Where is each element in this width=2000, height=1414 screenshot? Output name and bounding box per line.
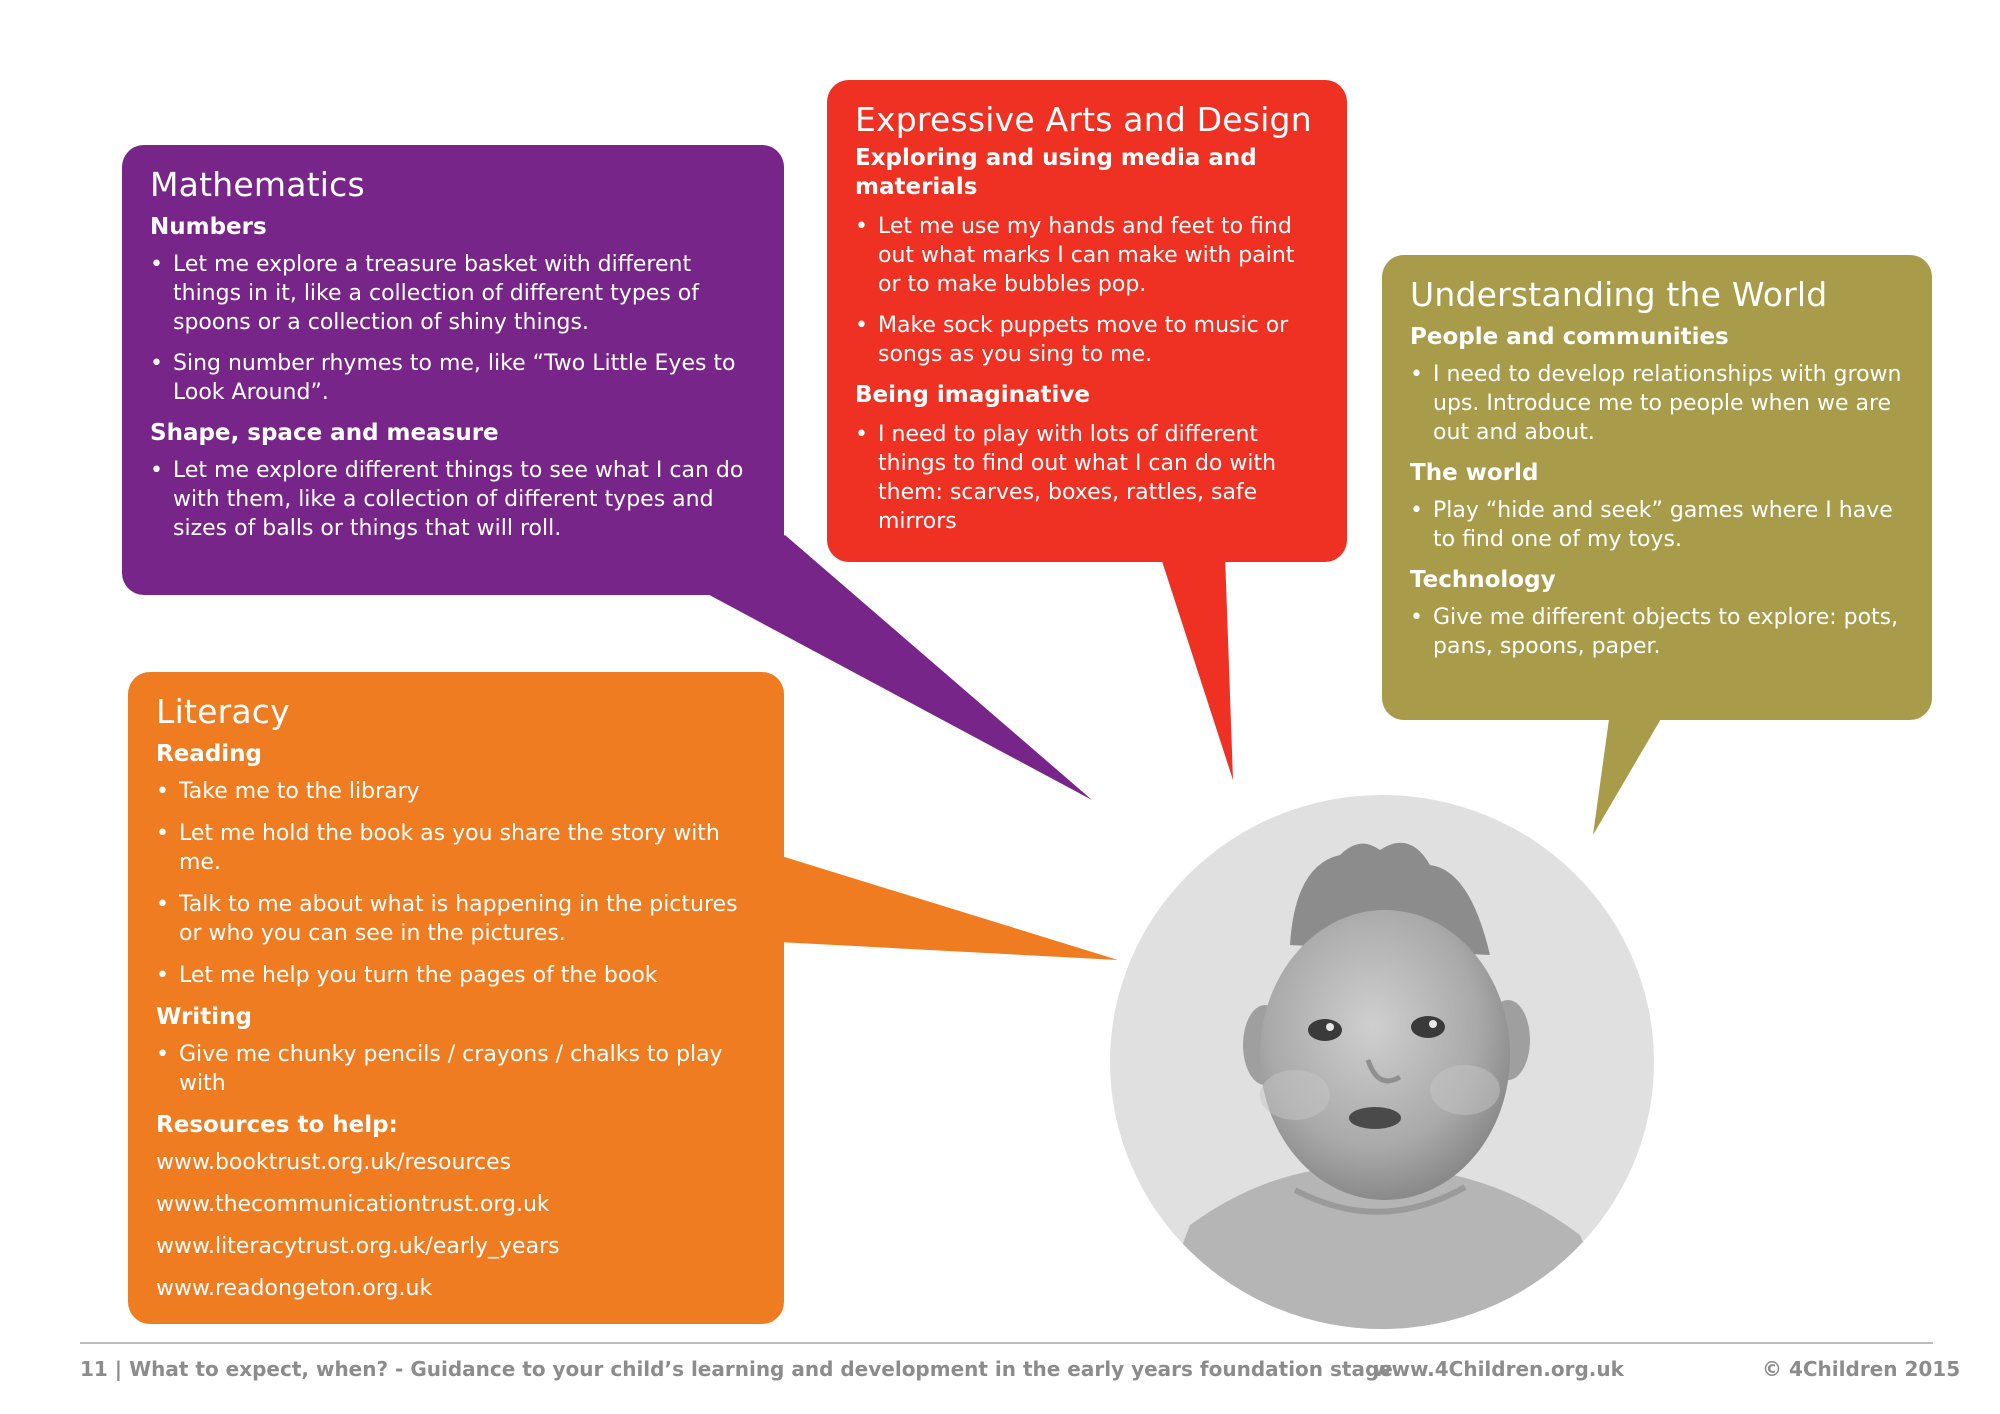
understanding-world-bubble — [1382, 255, 1932, 720]
literacy-tail — [778, 855, 1118, 960]
list-item: • Make sock puppets move to music or songs as you sing to me. — [855, 311, 1321, 369]
list-item: • Talk to me about what is happening in the pictures or who you can see in the pictures. — [156, 890, 758, 948]
literacy-title: Literacy — [156, 692, 290, 731]
footer-copyright: © 4Children 2015 — [1762, 1357, 1961, 1381]
list-item: • Give me different objects to explore: pots, pans, spoons, paper. — [1410, 603, 1906, 661]
understanding-world-title: Understanding the World — [1410, 275, 1828, 314]
list-item: • Let me hold the book as you share the story with me. — [156, 819, 758, 877]
numbers-heading: Numbers — [150, 214, 267, 240]
list-item: • Play “hide and seek” games where I have to find one of my toys. — [1410, 496, 1906, 554]
the-world-list — [1410, 496, 1906, 554]
list-item: • Let me help you turn the pages of the book — [156, 961, 758, 990]
shape-space-measure-list — [150, 456, 758, 543]
technology-heading: Technology — [1410, 567, 1556, 593]
resource-link-read-on-get-on[interactable]: www.readongeton.org.uk — [156, 1276, 433, 1301]
list-item: • Let me explore different things to see what I can do with them, like a collection of different types and sizes of balls or things that will roll. — [150, 456, 758, 543]
shape-space-measure-heading: Shape, space and measure — [150, 420, 499, 446]
footer-page-text: 11 | What to expect, when? - Guidance to your child’s learning and development in the early years foundation stage — [80, 1357, 1393, 1381]
writing-list — [156, 1040, 758, 1098]
list-item: • Let me use my hands and feet to find out what marks I can make with paint or to make bubbles pop. — [855, 212, 1321, 299]
mathematics-title: Mathematics — [150, 165, 365, 204]
being-imaginative-heading: Being imaginative — [855, 382, 1090, 408]
resources-heading: Resources to help: — [156, 1112, 398, 1138]
literacy-bubble — [128, 672, 784, 1324]
the-world-heading: The world — [1410, 460, 1539, 486]
media-materials-list — [855, 212, 1321, 369]
reading-list — [156, 777, 758, 990]
technology-list — [1410, 603, 1906, 661]
baby-photo — [1110, 795, 1654, 1329]
people-communities-list — [1410, 360, 1906, 447]
numbers-list — [150, 250, 758, 407]
people-communities-heading: People and communities — [1410, 324, 1729, 350]
resource-link-booktrust[interactable]: www.booktrust.org.uk/resources — [156, 1150, 512, 1175]
list-item: • Sing number rhymes to me, like “Two Little Eyes to Look Around”. — [150, 349, 758, 407]
resource-link-literacy-trust[interactable]: www.literacytrust.org.uk/early_years — [156, 1234, 560, 1259]
media-materials-heading: Exploring and using media and materials — [855, 145, 1257, 200]
footer-website-link[interactable]: www.4Children.org.uk — [1373, 1357, 1624, 1381]
list-item: • I need to develop relationships with grown ups. Introduce me to people when we are out and about. — [1410, 360, 1906, 447]
reading-heading: Reading — [156, 741, 263, 767]
list-item: • Give me chunky pencils / crayons / chalks to play with — [156, 1040, 758, 1098]
expressive-arts-title: Expressive Arts and Design — [855, 100, 1312, 139]
mathematics-bubble — [122, 145, 784, 595]
resource-link-communication-trust[interactable]: www.thecommunicationtrust.org.uk — [156, 1192, 550, 1217]
expressive-arts-tail — [1160, 555, 1233, 780]
list-item: • Let me explore a treasure basket with different things in it, like a collection of different types of spoons or a collection of shiny things. — [150, 250, 758, 337]
being-imaginative-list — [855, 420, 1321, 536]
writing-heading: Writing — [156, 1004, 252, 1030]
list-item: • I need to play with lots of different things to find out what I can do with them: scarves, boxes, rattles, safe mirrors — [855, 420, 1321, 536]
expressive-arts-bubble — [827, 80, 1347, 562]
list-item: • Take me to the library — [156, 777, 758, 806]
baby-illustration — [1110, 795, 1654, 1329]
